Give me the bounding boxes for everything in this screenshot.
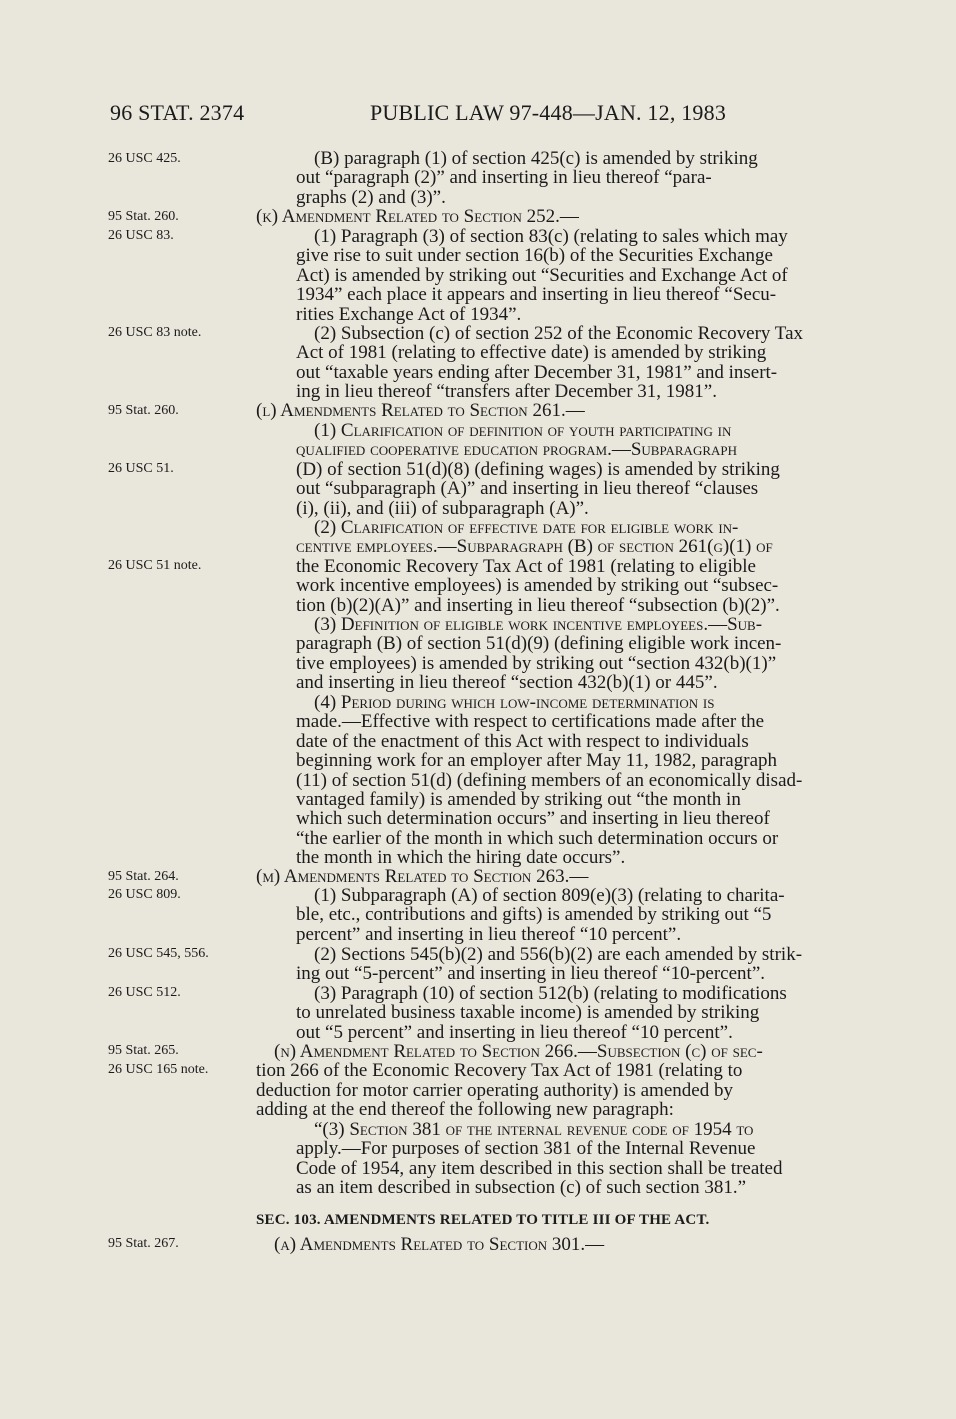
text-line: percent” and inserting in lieu thereof “10 percent”. (296, 923, 682, 945)
text-line: (4) Period during which low-income determination is (314, 692, 715, 713)
text-line: centive employees.—Subparagraph (B) of section 261(g)(1) of (296, 536, 773, 558)
paragraph-k2 (296, 324, 876, 402)
paragraph-b (296, 149, 876, 207)
margin-note: 95 Stat. 267. (108, 1236, 179, 1251)
text-line: out “taxable years ending after December 31, 1981” and insert- (296, 361, 778, 383)
text-line: (3) Paragraph (10) of section 512(b) (relating to modifications (314, 983, 787, 1004)
text-line: the Economic Recovery Tax Act of 1981 (relating to eligible (296, 555, 756, 577)
margin-note: 95 Stat. 260. (108, 403, 179, 418)
text-line: (n) Amendment Related to Section 266.—Subsection (c) of sec- (274, 1041, 763, 1062)
margin-note: 26 USC 809. (108, 887, 181, 902)
text-line: deduction for motor carrier operating authority) is amended by (256, 1079, 733, 1101)
text-line: (B) paragraph (1) of section 425(c) is amended by striking (314, 148, 758, 169)
text-line: adding at the end thereof the following new paragraph: (256, 1099, 674, 1121)
margin-note: 26 USC 512. (108, 985, 181, 1000)
text-line: (1) Paragraph (3) of section 83(c) (relating to sales which may (314, 226, 788, 247)
text-line: which such determination occurs” and inserting in lieu thereof (296, 808, 770, 830)
text-line: (2) Sections 545(b)(2) and 556(b)(2) are each amended by strik- (314, 944, 803, 965)
text-line: (11) of section 51(d) (defining members of an economically disad- (296, 769, 803, 791)
page-citation: 96 STAT. 2374 (110, 100, 245, 125)
margin-note: 26 USC 165 note. (108, 1062, 209, 1077)
text-line: out “subparagraph (A)” and inserting in lieu thereof “clauses (296, 478, 759, 500)
text-line: to unrelated business taxable income) is amended by striking (296, 1002, 760, 1024)
text-line: ing in lieu thereof “transfers after December 31, 1981”. (296, 381, 717, 403)
text-line: made.—Effective with respect to certifications made after the (296, 711, 765, 733)
margin-note: 26 USC 83 note. (108, 325, 202, 340)
subsection-n (256, 1042, 876, 1120)
text-line: ble, etc., contributions and gifts) is amended by striking out “5 (296, 904, 772, 926)
subsection-l-heading: (l) Amendments Related to Section 261.— (256, 400, 585, 421)
text-line: paragraph (B) of section 51(d)(9) (defining eligible work incen- (296, 633, 782, 655)
text-line: Code of 1954, any item described in this section shall be treated (296, 1157, 783, 1179)
paragraph-l2 (296, 518, 876, 615)
text-line: date of the enactment of this Act with respect to individuals (296, 730, 749, 752)
margin-note: 95 Stat. 260. (108, 209, 179, 224)
paragraph-n3 (296, 1120, 876, 1198)
text-line: “(3) Section 381 of the internal revenue code of 1954 to (314, 1119, 754, 1140)
text-line: apply.—For purposes of section 381 of the Internal Revenue (296, 1138, 756, 1160)
text-line: rities Exchange Act of 1934”. (296, 303, 522, 325)
subsection-m-heading: (m) Amendments Related to Section 263.— (256, 866, 589, 887)
text-line: (i), (ii), and (iii) of subparagraph (A)”. (296, 497, 589, 519)
text-line: (1) Subparagraph (A) of section 809(e)(3) (relating to charita- (314, 885, 785, 906)
text-line: work incentive employees) is amended by striking out “subsec- (296, 575, 779, 597)
text-line: graphs (2) and (3)”. (296, 186, 446, 208)
text-line: 1934” each place it appears and inserting in lieu thereof “Secu- (296, 284, 777, 306)
text-line: (1) Clarification of definition of youth participating in (314, 420, 732, 441)
paragraph-m3 (296, 984, 876, 1042)
margin-note: 26 USC 51. (108, 461, 174, 476)
paragraph-l4 (296, 693, 876, 868)
paragraph-m1 (296, 886, 876, 944)
text-line: “the earlier of the month in which such determination occurs or (296, 827, 779, 849)
text-line: (2) Subsection (c) of section 252 of the Economic Recovery Tax (314, 323, 804, 344)
subsection-a-heading: (a) Amendments Related to Section 301.— (274, 1234, 605, 1255)
section-103-heading: SEC. 103. AMENDMENTS RELATED TO TITLE III OF THE ACT. (256, 1212, 710, 1228)
margin-note: 95 Stat. 264. (108, 869, 179, 884)
text-line: out “5 percent” and inserting in lieu thereof “10 percent”. (296, 1021, 733, 1043)
text-line: (2) Clarification of effective date for eligible work in- (314, 517, 739, 538)
text-line: give rise to suit under section 16(b) of the Securities Exchange (296, 245, 773, 267)
margin-note: 26 USC 83. (108, 228, 174, 243)
margin-note: 26 USC 425. (108, 151, 181, 166)
margin-note: 26 USC 51 note. (108, 558, 202, 573)
text-line: tive employees) is amended by striking out “section 432(b)(1)” (296, 652, 777, 674)
text-line: Act of 1981 (relating to effective date) is amended by striking (296, 342, 767, 364)
text-line: (3) Definition of eligible work incentive employees.—Sub- (314, 614, 763, 635)
text-line: out “paragraph (2)” and inserting in lieu thereof “para- (296, 167, 712, 189)
text-line: vantaged family) is amended by striking out “the month in (296, 788, 741, 810)
text-line: as an item described in subsection (c) of such section 381.” (296, 1177, 747, 1199)
text-line: and inserting in lieu thereof “section 432(b)(1) or 445”. (296, 672, 718, 694)
subsection-k-heading: (k) Amendment Related to Section 252.— (256, 206, 579, 227)
text-line: (D) of section 51(d)(8) (defining wages) is amended by striking (296, 458, 780, 480)
paragraph-l3 (296, 615, 876, 693)
text-line: tion 266 of the Economic Recovery Tax Act of 1981 (relating to (256, 1060, 743, 1082)
text-line: Act) is amended by striking out “Securities and Exchange Act of (296, 264, 788, 286)
margin-note: 95 Stat. 265. (108, 1043, 179, 1058)
text-line: qualified cooperative education program.—Subparagraph (296, 439, 738, 461)
text-line: ing out “5-percent” and inserting in lieu thereof “10-percent”. (296, 963, 765, 985)
text-line: the month in which the hiring date occurs”. (296, 847, 626, 869)
margin-note: 26 USC 545, 556. (108, 946, 209, 961)
text-line: tion (b)(2)(A)” and inserting in lieu thereof “subsection (b)(2)”. (296, 594, 780, 616)
paragraph-m2 (296, 945, 876, 984)
paragraph-l1 (296, 421, 876, 518)
text-line: beginning work for an employer after May 11, 1982, paragraph (296, 750, 778, 772)
paragraph-k1 (296, 227, 876, 324)
page-running-title: PUBLIC LAW 97-448—JAN. 12, 1983 (370, 100, 727, 125)
